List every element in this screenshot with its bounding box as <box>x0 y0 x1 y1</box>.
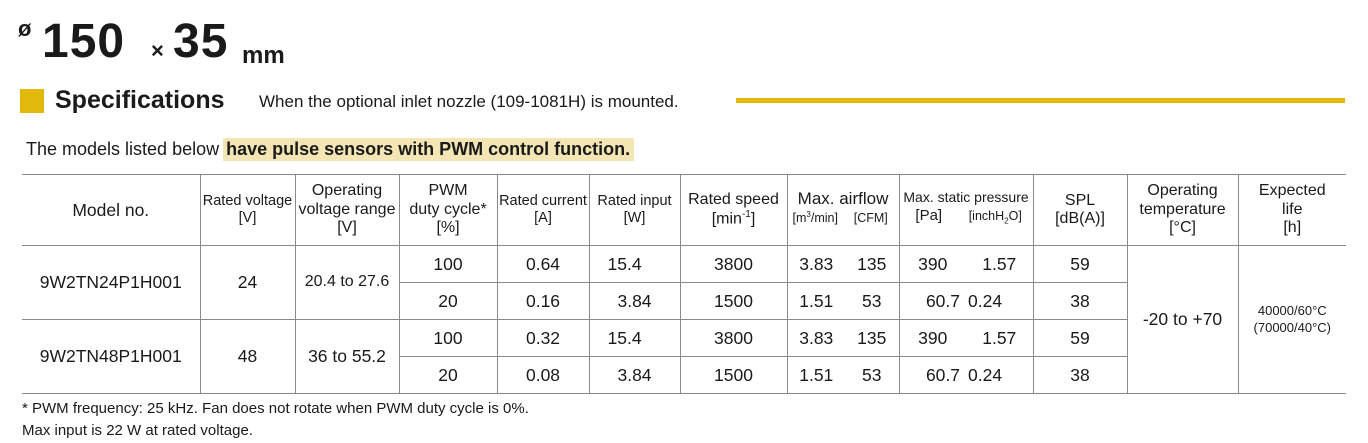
rated-input: 15.4 <box>589 246 680 283</box>
inlet-nozzle-note: When the optional inlet nozzle (109-1081H) is mounted. <box>259 92 679 111</box>
header-operating-voltage: Operating voltage range [V] <box>295 175 399 246</box>
airflow-m3: 3.83 <box>787 320 845 357</box>
spl-value: 38 <box>1033 357 1127 394</box>
model-number: 9W2TN48P1H001 <box>22 320 200 394</box>
rated-current: 0.64 <box>497 246 589 283</box>
rated-input: 3.84 <box>589 357 680 394</box>
pressure-inch: 1.57 <box>966 320 1033 357</box>
size-unit: mm <box>242 42 285 69</box>
footnote-pwm-frequency: * PWM frequency: 25 kHz. Fan does not rotate when PWM duty cycle is 0%. <box>22 400 529 417</box>
pwm-duty: 20 <box>399 283 497 320</box>
depth-value: 35 <box>173 15 229 68</box>
rated-input: 15.4 <box>589 320 680 357</box>
header-operating-temperature: Operating temperature [°C] <box>1127 175 1238 246</box>
diameter-value: 150 <box>42 15 126 68</box>
spl-value: 59 <box>1033 320 1127 357</box>
specifications-table <box>22 174 1346 394</box>
model-number: 9W2TN24P1H001 <box>22 246 200 320</box>
header-rated-current: Rated current [A] <box>497 175 589 246</box>
header-pwm-duty-cycle: PWM duty cycle* [%] <box>399 175 497 246</box>
airflow-m3: 3.83 <box>787 246 845 283</box>
rated-speed: 3800 <box>680 320 787 357</box>
models-description <box>26 139 634 160</box>
footnote-max-input: Max input is 22 W at rated voltage. <box>22 422 253 439</box>
section-title: Specifications <box>55 86 225 114</box>
rated-speed: 3800 <box>680 246 787 283</box>
rated-voltage: 24 <box>200 246 295 320</box>
airflow-cfm: 53 <box>845 357 899 394</box>
pressure-pa: 390 <box>899 320 966 357</box>
pressure-inch: 0.24 <box>966 357 1033 394</box>
rated-current: 0.32 <box>497 320 589 357</box>
diameter-symbol: ø <box>18 16 32 41</box>
header-max-static-pressure: Max. static pressure [Pa] [inchH$_2$O] <box>899 175 1033 246</box>
header-rated-input: Rated input [W] <box>589 175 680 246</box>
models-lead-text: The models listed below <box>26 139 220 159</box>
header-rated-voltage: Rated voltage [V] <box>200 175 295 246</box>
header-model: Model no. <box>22 175 200 246</box>
table-header-row <box>22 175 1346 246</box>
airflow-m3: 1.51 <box>787 283 845 320</box>
pressure-pa: 60.7 <box>899 357 966 394</box>
rated-speed: 1500 <box>680 357 787 394</box>
specifications-header <box>20 86 1346 116</box>
header-max-airflow: Max. airflow $[m^3/\min]$ [CFM] <box>787 175 899 246</box>
pwm-duty: 100 <box>399 246 497 283</box>
rated-voltage: 48 <box>200 320 295 394</box>
airflow-cfm: 135 <box>845 246 899 283</box>
section-marker-icon <box>20 89 44 113</box>
times-symbol: × <box>151 38 164 63</box>
pwm-highlight: have pulse sensors with PWM control function. <box>223 138 634 161</box>
section-rule <box>736 98 1345 103</box>
pwm-duty: 100 <box>399 320 497 357</box>
pressure-inch: 0.24 <box>966 283 1033 320</box>
rated-current: 0.08 <box>497 357 589 394</box>
spl-value: 38 <box>1033 283 1127 320</box>
header-expected-life: Expected life [h] <box>1238 175 1346 246</box>
header-rated-speed: Rated speed $[\min^{-1}]$ <box>680 175 787 246</box>
expected-life: 40000/60°C (70000/40°C) <box>1238 246 1346 394</box>
rated-speed: 1500 <box>680 283 787 320</box>
rated-current: 0.16 <box>497 283 589 320</box>
voltage-range: 36 to 55.2 <box>295 320 399 394</box>
airflow-cfm: 135 <box>845 320 899 357</box>
airflow-cfm: 53 <box>845 283 899 320</box>
pwm-duty: 20 <box>399 357 497 394</box>
operating-temperature: -20 to +70 <box>1127 246 1238 394</box>
voltage-range: 20.4 to 27.6 <box>295 246 399 320</box>
pressure-pa: 390 <box>899 246 966 283</box>
header-spl: SPL [dB(A)] <box>1033 175 1127 246</box>
table-row <box>22 246 1346 283</box>
pressure-pa: 60.7 <box>899 283 966 320</box>
spl-value: 59 <box>1033 246 1127 283</box>
airflow-m3: 1.51 <box>787 357 845 394</box>
pressure-inch: 1.57 <box>966 246 1033 283</box>
rated-input: 3.84 <box>589 283 680 320</box>
